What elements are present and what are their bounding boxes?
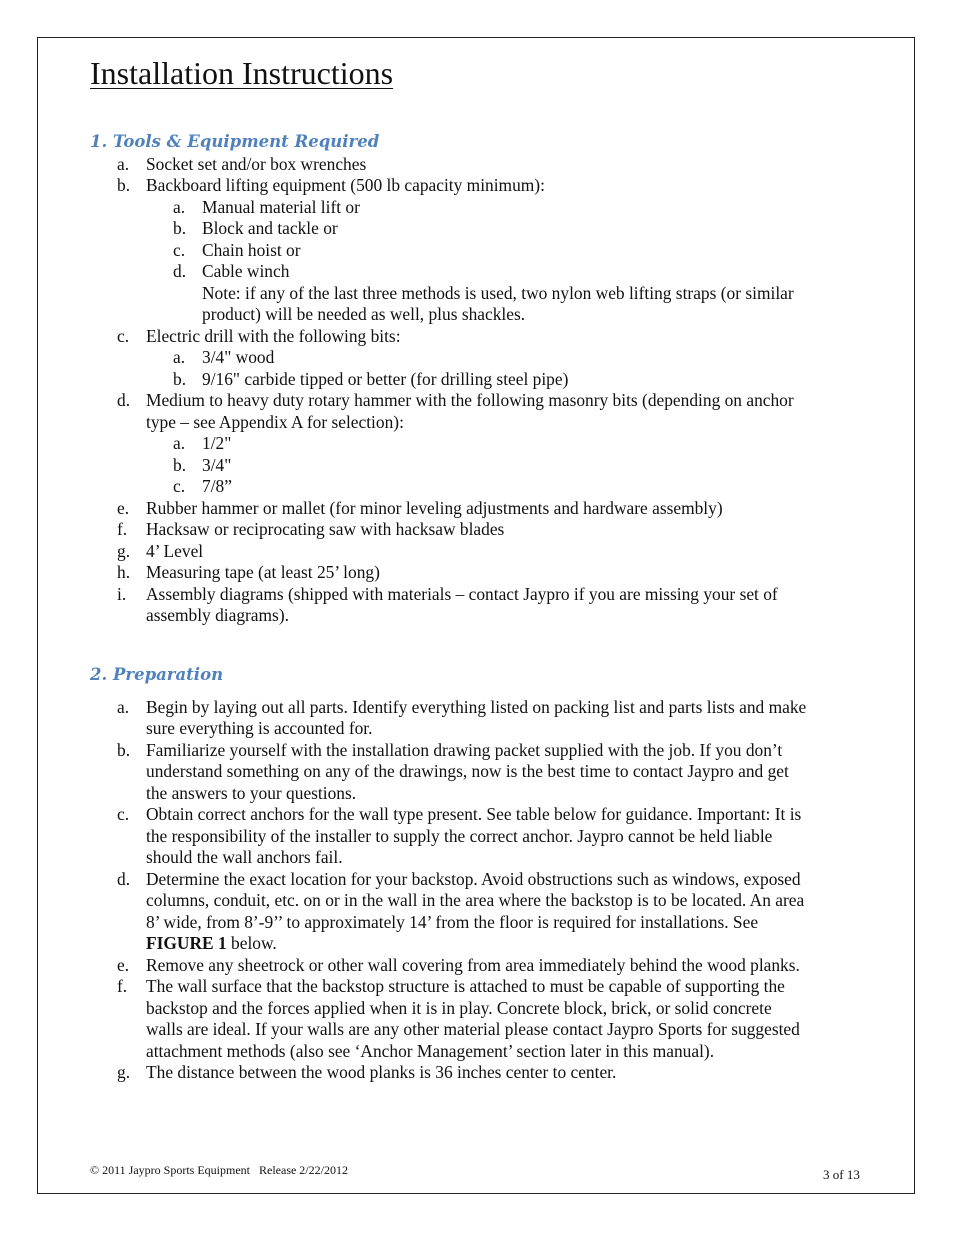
- list-item-text: Chain hoist or: [202, 240, 301, 260]
- list-item-text: 4’ Level: [146, 541, 204, 561]
- list-item-text: Cable winch: [202, 261, 290, 281]
- list-marker: i.: [117, 584, 127, 604]
- list-marker: f.: [117, 519, 128, 539]
- list-marker: c.: [173, 476, 186, 496]
- list-item-text: Obtain correct anchors for the wall type present. See table below for guidance. Important: It is: [146, 804, 802, 824]
- list-item-text: Block and tackle or: [202, 218, 338, 238]
- list-item-text: assembly diagrams).: [146, 605, 289, 625]
- list-item-text: Backboard lifting equipment (500 lb capacity minimum):: [146, 175, 545, 195]
- list-item-text: the answers to your questions.: [146, 783, 357, 803]
- note-text: product) will be needed as well, plus shackles.: [202, 304, 526, 324]
- list-item-text: Socket set and/or box wrenches: [146, 154, 367, 174]
- list-marker: a.: [117, 154, 130, 174]
- list-item-text: 7/8”: [202, 476, 232, 496]
- list-marker: b.: [117, 175, 131, 195]
- list-marker: a.: [173, 433, 186, 453]
- list-item-text: 1/2": [202, 433, 232, 453]
- list-marker: g.: [117, 1062, 131, 1082]
- list-marker: d.: [117, 390, 131, 410]
- list-item-text: Electric drill with the following bits:: [146, 326, 401, 346]
- list-marker: g.: [117, 541, 131, 561]
- list-marker: a.: [173, 347, 186, 367]
- list-item-text: understand something on any of the drawings, now is the best time to contact Jaypro and get: [146, 761, 789, 781]
- list-item-text: should the wall anchors fail.: [146, 847, 343, 867]
- list-marker: d.: [173, 261, 187, 281]
- list-marker: f.: [117, 976, 128, 996]
- page-title: Installation Instructions: [90, 55, 394, 91]
- list-item-text: The distance between the wood planks is 36 inches center to center.: [146, 1062, 617, 1082]
- list-marker: e.: [117, 955, 130, 975]
- footer-page-number: 3 of 13: [823, 1167, 860, 1182]
- figure-reference: FIGURE 1: [146, 933, 227, 953]
- section-tools-heading: 1. Tools & Equipment Required: [90, 132, 380, 151]
- list-marker: c.: [117, 804, 130, 824]
- list-item-text: walls are ideal. If your walls are any other material please contact Jaypro Sports for suggested: [146, 1019, 800, 1039]
- list-marker: b.: [173, 369, 187, 389]
- list-item-text: [146, 933, 277, 955]
- list-marker: b.: [173, 455, 187, 475]
- list-item-text: 8’ wide, from 8’-9’’ to approximately 14’ from the floor is required for installations. See: [146, 912, 759, 932]
- list-item-text: type – see Appendix A for selection):: [146, 412, 404, 432]
- list-marker: h.: [117, 562, 131, 582]
- footer-copyright: © 2011 Jaypro Sports Equipment Release 2/22/2012: [90, 1163, 348, 1177]
- figure-reference-suffix: below.: [226, 933, 277, 953]
- list-item-text: Medium to heavy duty rotary hammer with the following masonry bits (depending on anchor: [146, 390, 794, 410]
- note-text: Note: if any of the last three methods is used, two nylon web lifting straps (or similar: [202, 283, 794, 303]
- section-preparation-heading: 2. Preparation: [90, 665, 224, 684]
- list-item-text: 9/16" carbide tipped or better (for drilling steel pipe): [202, 369, 569, 389]
- list-item-text: columns, conduit, etc. on or in the wall in the area where the backstop is to be located. An area: [146, 890, 805, 910]
- list-item-text: Measuring tape (at least 25’ long): [146, 562, 380, 582]
- list-item-text: 3/4": [202, 455, 232, 475]
- list-item-text: 3/4" wood: [202, 347, 275, 367]
- list-marker: a.: [173, 197, 186, 217]
- list-marker: c.: [117, 326, 130, 346]
- list-marker: a.: [117, 697, 130, 717]
- list-marker: e.: [117, 498, 130, 518]
- list-item-text: Begin by laying out all parts. Identify everything listed on packing list and parts lists and make: [146, 697, 807, 717]
- list-item-text: Remove any sheetrock or other wall covering from area immediately behind the wood planks.: [146, 955, 800, 975]
- list-item-text: Familiarize yourself with the installation drawing packet supplied with the job. If you don’t: [146, 740, 783, 760]
- list-item-text: Assembly diagrams (shipped with materials – contact Jaypro if you are missing your set of: [146, 584, 778, 604]
- list-item-text: Determine the exact location for your backstop. Avoid obstructions such as windows, exposed: [146, 869, 801, 889]
- list-item-text: attachment methods (also see ‘Anchor Management’ section later in this manual).: [146, 1041, 715, 1061]
- list-item-text: Manual material lift or: [202, 197, 360, 217]
- list-marker: b.: [173, 218, 187, 238]
- list-item-text: Hacksaw or reciprocating saw with hacksaw blades: [146, 519, 505, 539]
- list-marker: b.: [117, 740, 131, 760]
- list-item-text: Rubber hammer or mallet (for minor leveling adjustments and hardware assembly): [146, 498, 723, 518]
- list-item-text: backstop and the forces applied when it is in play. Concrete block, brick, or solid concrete: [146, 998, 772, 1018]
- list-marker: c.: [173, 240, 186, 260]
- list-item-text: The wall surface that the backstop structure is attached to must be capable of supporting the: [146, 976, 785, 996]
- list-marker: d.: [117, 869, 131, 889]
- list-item-text: sure everything is accounted for.: [146, 718, 373, 738]
- list-item-text: the responsibility of the installer to supply the correct anchor. Jaypro cannot be held liable: [146, 826, 773, 846]
